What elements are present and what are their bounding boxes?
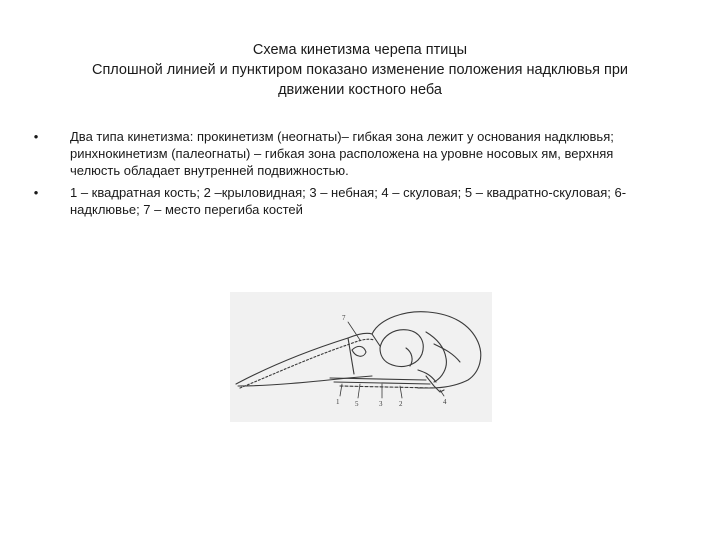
diagram-label-2: 2 — [399, 400, 403, 408]
diagram-label-1: 1 — [336, 398, 340, 406]
slide-title — [40, 40, 680, 100]
diagram-label-7: 7 — [342, 314, 346, 322]
nostril-outline — [352, 346, 366, 356]
bullet-line: надклювье; 7 – место перегиба костей — [70, 202, 303, 217]
skull-inner-curve — [434, 344, 460, 362]
jugal-bar — [330, 378, 426, 380]
diagram-label-5: 5 — [355, 400, 359, 408]
bullet-marker: • — [33, 185, 39, 200]
title-line-1: Схема кинетизма черепа птицы — [252, 42, 468, 58]
title-line-2: Сплошной линией и пунктиром показано изменение положения надклювья при — [91, 62, 629, 78]
bullet-line: ринхнокинетизм (палеогнаты) – гибкая зона расположена на уровне носовых ям, верхняя — [70, 146, 614, 161]
bird-skull-diagram — [230, 292, 492, 422]
bullet-line: челюсть обладает внутренней подвижностью. — [70, 163, 349, 178]
upper-beak-solid — [236, 333, 380, 384]
bullet-marker: • — [33, 129, 39, 144]
pterygoid-bar — [340, 386, 434, 388]
diagram-label-3: 3 — [379, 400, 383, 408]
upper-beak-dotted — [240, 339, 374, 388]
bullet-line: 1 – квадратная кость; 2 –крыловидная; 3 – небная; 4 – скуловая; 5 – квадратно-скуловая; 6- — [70, 185, 627, 200]
diagram-label-4: 4 — [443, 398, 447, 406]
title-line-3: движении костного неба — [278, 82, 442, 98]
bullet-item-legend — [30, 184, 680, 218]
bullet-line: Два типа кинетизма: прокинетизм (неогнаты)– гибкая зона лежит у основания надклювья; — [70, 129, 614, 144]
lower-beak-edge — [238, 376, 372, 386]
skull-inner-curve — [406, 348, 412, 366]
bird-skull-drawing — [230, 292, 492, 422]
orbit-outline — [380, 330, 423, 367]
bullet-item-kinetism-types — [30, 128, 680, 179]
bullet-list — [30, 128, 680, 223]
